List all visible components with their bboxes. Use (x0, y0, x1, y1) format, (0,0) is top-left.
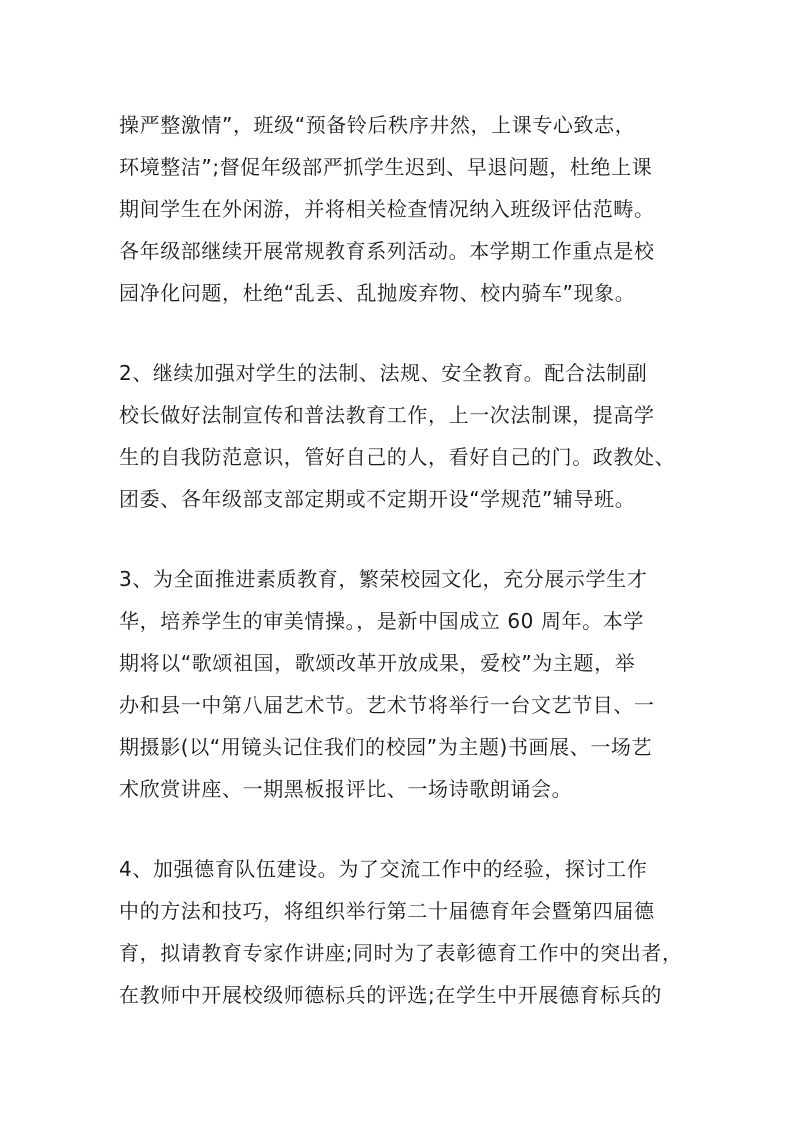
paragraph-1 (119, 104, 697, 314)
text-line: 园净化问题，杜绝“乱丢、乱抛废弃物、校内骑车”现象。 (119, 281, 636, 305)
text-line: 3、为全面推进素质教育，繁荣校园文化，充分展示学生才 (119, 567, 648, 591)
text-line: 各年级部继续开展常规教育系列活动。本学期工作重点是校 (119, 239, 655, 263)
text-line: 团委、各年级部支部定期或不定期开设“学规范”辅导班。 (119, 487, 636, 511)
document-body (119, 104, 697, 1054)
text-line: 在教师中开展校级师德标兵的评选;在学生中开展德育标兵的 (119, 983, 662, 1007)
text-line: 办和县一中第八届艺术节。艺术节将举行一台文艺节目、一 (119, 693, 655, 717)
text-line: 期摄影(以“用镜头记住我们的校园”为主题)书画展、一场艺 (119, 735, 653, 759)
text-line: 4、加强德育队伍建设。为了交流工作中的经验，探讨工作 (119, 857, 648, 881)
paragraph-4 (119, 848, 697, 1016)
text-line: 生的自我防范意识，管好自己的人，看好自己的门。政教处、 (119, 445, 676, 469)
text-line: 操严整激情”，班级“预备铃后秩序井然，上课专心致志， (119, 113, 636, 137)
text-line: 期间学生在外闲游，并将相关检查情况纳入班级评估范畴。 (119, 197, 655, 221)
text-line: 校长做好法制宣传和普法教育工作，上一次法制课，提高学 (119, 403, 655, 427)
text-line: 环境整洁”;督促年级部严抓学生迟到、早退问题，杜绝上课 (119, 155, 653, 179)
text-line: 2、继续加强对学生的法制、法规、安全教育。配合法制副 (119, 361, 648, 385)
paragraph-3 (119, 558, 697, 810)
text-line: 中的方法和技巧，将组织举行第二十届德育年会暨第四届德 (119, 899, 655, 923)
paragraph-2 (119, 352, 697, 520)
text-line: 育，拟请教育专家作讲座;同时为了表彰德育工作中的突出者， (119, 941, 683, 965)
text-line: 华，培养学生的审美情操。，是新中国成立 60 周年。本学 (119, 609, 644, 633)
text-line: 期将以“歌颂祖国，歌颂改革开放成果，爱校”为主题，举 (119, 651, 636, 675)
text-line: 术欣赏讲座、一期黑板报评比、一场诗歌朗诵会。 (119, 777, 573, 801)
